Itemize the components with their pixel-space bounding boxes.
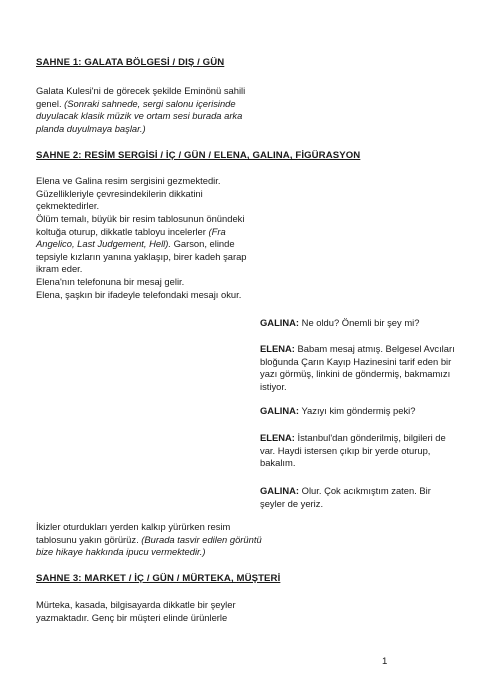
speaker-name: GALINA: bbox=[260, 405, 300, 416]
dialogue-block bbox=[260, 485, 456, 510]
dialogue-block bbox=[260, 343, 456, 393]
scene-2-action-5-note: (Burada tasvir edilen görüntü bize hikaye hakkında ipucu vermektedir.) bbox=[36, 533, 262, 558]
scene-2-heading: SAHNE 2: RESİM SERGİSİ / İÇ / GÜN / ELENA, GALINA, FİGÜRASYON bbox=[36, 150, 361, 161]
scene-2-action-1: Elena ve Galina resim sergisini gezmektedir. Güzellikleriyle çevresindekilerin dikkatini çekmektedirler. bbox=[36, 175, 221, 212]
scene-2-action-3: Elena'nın telefonuna bir mesaj gelir. bbox=[36, 276, 185, 287]
scene-1-text: Galata Kulesi'ni de görecek şekilde Eminönü sahili genel. bbox=[36, 85, 246, 109]
dialogue-line: Ne oldu? Önemli bir şey mi? bbox=[299, 317, 420, 328]
scene-3-description: Mürteka, kasada, bilgisayarda dikkatle bir şeyler yazmaktadır. Genç bir müşteri elinde ürünlerle bbox=[36, 599, 236, 623]
dialogue-line: Yazıyı kim göndermiş peki? bbox=[299, 405, 416, 416]
dialogue-line: Olur. Çok acıkmıştım zaten. Bir şeyler de yeriz. bbox=[260, 485, 431, 509]
scene-1-note: (Sonraki sahnede, sergi salonu içerisinde duyulacak klasik müzik ve ortam sesi burada arka planda duyulmaya başlar.) bbox=[36, 97, 243, 134]
dialogue-line: Babam mesaj atmış. Belgesel Avcıları bloğunda Çarın Kayıp Hazinesini tarif eden bir yazı görmüş, linkini de göndermiş, bakmamızı istiyor. bbox=[260, 343, 455, 392]
scene-2-action-5-text: İkizler oturdukları yerden kalkıp yürürken resim tablosunu yakın görürüz. bbox=[36, 521, 231, 545]
dialogue-block bbox=[260, 432, 456, 470]
speaker-name: ELENA: bbox=[260, 432, 295, 443]
scene-2-action-2-post: Garson, elinde tepsiyle kızların yanına yaklaşıp, birer kadeh şarap ikram eder. bbox=[36, 238, 247, 275]
scene-2-action-2-pre: Ölüm temalı, büyük bir resim tablosunun önündeki koltuğa oturup, dikkatle tabloyu incelerler bbox=[36, 213, 245, 237]
dialogue-block bbox=[260, 405, 456, 418]
scene-2-action-2 bbox=[36, 213, 266, 276]
scene-2-action-5 bbox=[36, 521, 266, 559]
page-number: 1 bbox=[382, 656, 388, 667]
scene-2-action-4: Elena, şaşkın bir ifadeyle telefondaki mesajı okur. bbox=[36, 289, 242, 300]
speaker-name: ELENA: bbox=[260, 343, 295, 354]
speaker-name: GALINA: bbox=[260, 485, 300, 496]
speaker-name: GALINA: bbox=[260, 317, 300, 328]
scene-1-description bbox=[36, 85, 266, 135]
scene-1-heading: SAHNE 1: GALATA BÖLGESİ / DIŞ / GÜN bbox=[36, 57, 225, 68]
scene-3-heading: SAHNE 3: MARKET / İÇ / GÜN / MÜRTEKA, MÜŞTERİ bbox=[36, 573, 281, 584]
dialogue-block bbox=[260, 317, 456, 330]
scene-2-action-2-italic: (Fra Angelico, Last Judgement, Hell). bbox=[36, 225, 226, 250]
dialogue-line: İstanbul'dan gönderilmiş, bilgileri de var. Haydi istersen çıkıp bir yerde oturup, bakalım. bbox=[260, 432, 446, 469]
